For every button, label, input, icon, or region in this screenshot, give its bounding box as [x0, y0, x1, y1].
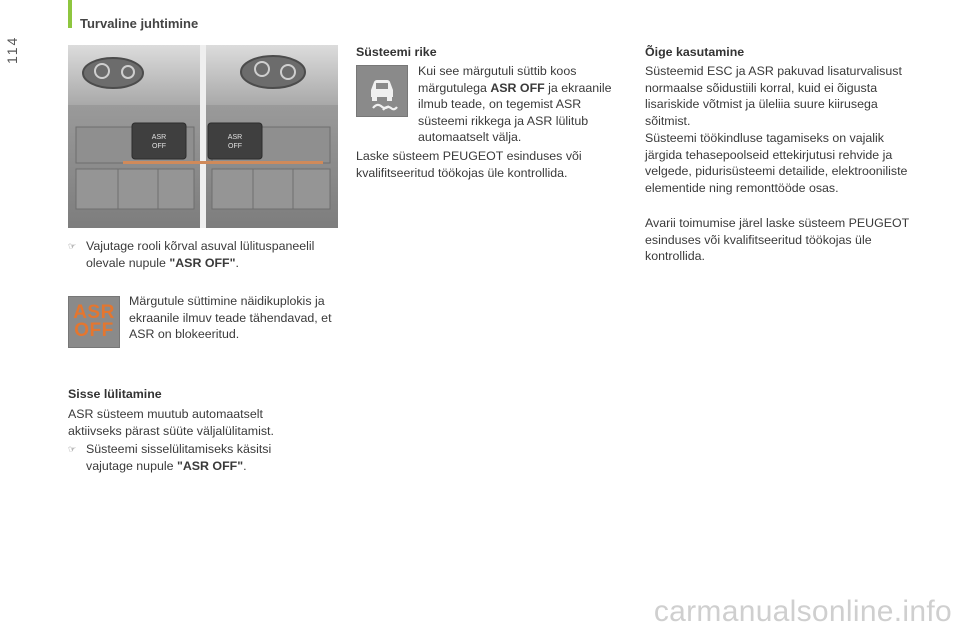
instruction-bullet: [68, 238, 343, 271]
page-number: [4, 36, 21, 64]
activation-text: ASR süsteem muutub automaatselt aktiivseks pärast süüte väljalülitamist.: [68, 407, 274, 438]
chapter-title: Turvaline juhtimine: [80, 16, 199, 31]
switch-panel-photo: [68, 45, 338, 228]
correct-use-heading: Õige kasutamine: [645, 45, 745, 59]
fault-heading: Süsteemi rike: [356, 45, 437, 59]
page-number-text: 114: [4, 35, 20, 64]
activation-bullet-suffix: .: [243, 458, 247, 473]
activation-heading: Sisse lülitamine: [68, 387, 162, 401]
instruction-text: [86, 238, 343, 271]
correct-use-para-1: Süsteemid ESC ja ASR pakuvad lisaturvalisust normaalse sõidustiili korral, kuid ei õigusta lisariskide võtmist ja üleliia suure kiirusega sõitmist.: [645, 64, 902, 128]
bullet-arrow-icon: ☞: [68, 444, 77, 454]
chapter-accent-bar: [68, 0, 72, 28]
activation-bullet-text: [86, 441, 318, 474]
fault-text-top: [418, 63, 628, 146]
asr-icon-line1: ASR: [73, 302, 115, 323]
watermark: carmanualsonline.info: [653, 595, 952, 628]
photo-button-left-line1: ASR: [151, 134, 167, 141]
fault-text-suffix: ja ekraanile ilmub teade, on tegemist ASR süsteemi rikkega ja ASR lülitub automaatselt välja.: [418, 80, 612, 145]
instruction-text-prefix: Vajutage rooli kõrval asuval lülituspaneelil olevale nupule: [86, 239, 315, 270]
photo-button-right-line1: ASR: [227, 134, 243, 141]
activation-bullet-prefix: Süsteemi sisselülitamiseks käsitsi vajutage nupule: [86, 442, 272, 473]
instruction-button-name: "ASR OFF": [169, 255, 236, 270]
correct-use-para-2: Süsteemi töökindluse tagamiseks on vajalik järgida tehasepoolseid ettekirjutusi rehvide ja velgede, pidurisüsteemi detailide, elektrooniliste elementide ning remonttööde osas.: [645, 131, 908, 195]
photo-button-right-line2: OFF: [228, 143, 242, 150]
fault-text-prefix: Kui see märgutuli süttib koos märgutulega: [418, 64, 577, 95]
bullet-arrow-icon: ☞: [68, 241, 77, 251]
fault-text-bold: ASR OFF: [490, 80, 545, 95]
skid-car-icon: [357, 66, 407, 116]
photo-button-left-line2: OFF: [152, 143, 166, 150]
fault-text-2: Laske süsteem PEUGEOT esinduses või kvalifitseeritud töökojas üle kontrollida.: [356, 149, 582, 180]
correct-use-para-3: Avarii toimumise järel laske süsteem PEUGEOT esinduses või kvalifitseeritud töökojas üle kontrollida.: [645, 216, 909, 264]
asr-icon-line2: OFF: [74, 320, 114, 341]
instruction-text-suffix: .: [235, 255, 239, 270]
switch-panel-illustration: [68, 45, 338, 228]
asr-off-indicator-icon: [68, 296, 120, 348]
activation-bullet: [68, 441, 318, 474]
indicator-description: Märgutule süttimine näidikuplokis ja ekraanile ilmuv teade tähendavad, et ASR on blokeeritud.: [129, 294, 332, 342]
activation-bullet-button-name: "ASR OFF": [176, 458, 244, 473]
skid-warning-icon: [356, 65, 408, 117]
